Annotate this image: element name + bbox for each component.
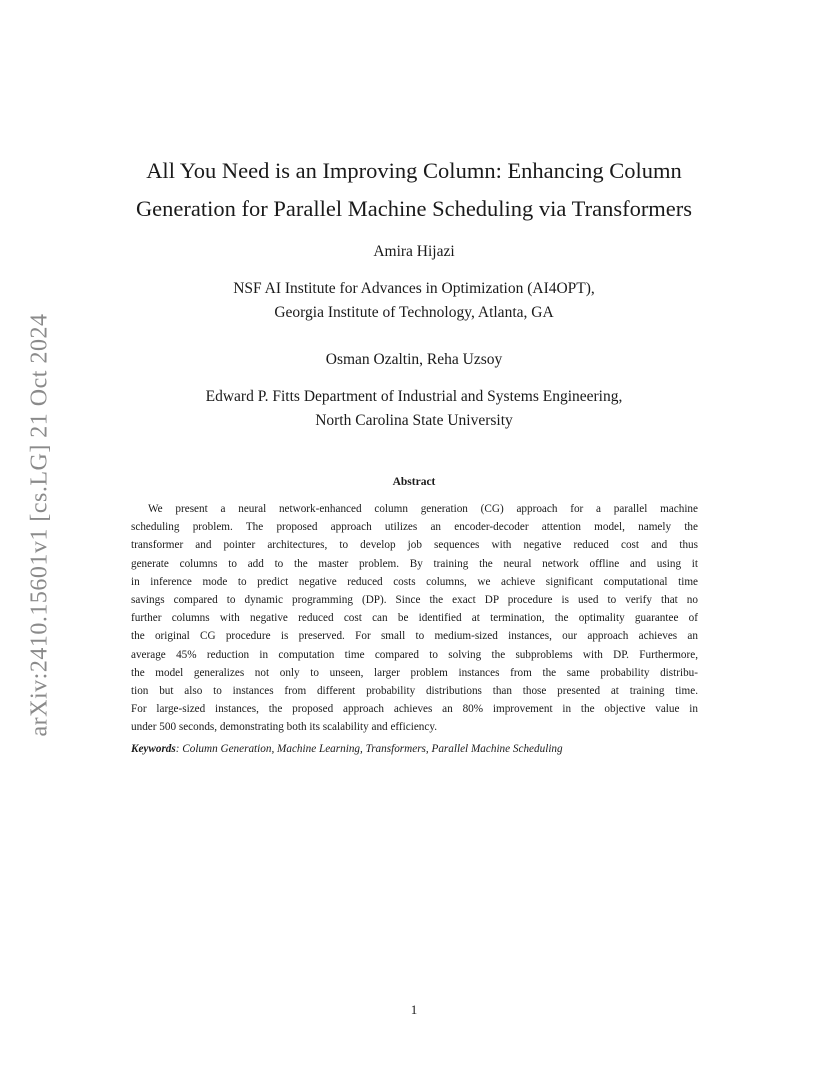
- title-line-2: Generation for Parallel Machine Scheduling via Transformers: [135, 196, 693, 221]
- abstract-line: savings compared to dynamic programming (DP). Since the exact DP procedure is used to verify that no: [131, 594, 698, 607]
- author-names-2: Osman Ozaltin, Reha Uzsoy: [325, 351, 503, 368]
- paper-title: [100, 152, 728, 228]
- affiliation-2-line-1: Edward P. Fitts Department of Industrial and Systems Engineering,: [205, 388, 623, 405]
- page-number: 1: [410, 1002, 418, 1017]
- affiliation-1-line-2: Georgia Institute of Technology, Atlanta, GA: [274, 304, 554, 321]
- abstract-line: generate columns to add to the master problem. By training the neural network offline and using it: [131, 557, 698, 570]
- abstract-line: in inference mode to predict negative reduced costs columns, we achieve significant computational time: [131, 575, 698, 588]
- affiliation-2-line-2: North Carolina State University: [315, 412, 513, 429]
- abstract-line: average 45% reduction in computation time compared to solving the subproblems with DP. Furthermore,: [131, 648, 698, 661]
- abstract-line: scheduling problem. The proposed approach utilizes an encoder-decoder attention model, namely the: [131, 521, 698, 534]
- abstract-body: [131, 500, 698, 737]
- keywords: [131, 740, 698, 758]
- abstract-heading: Abstract: [392, 476, 436, 488]
- abstract-line: tion but also to instances from different probability distributions than those presented at training time.: [131, 685, 698, 698]
- abstract-line: further columns with negative reduced cost can be identified at termination, the optimality guarantee of: [131, 612, 698, 625]
- affiliation-1: [120, 277, 708, 325]
- abstract-line: For large-sized instances, the proposed approach achieves an 80% improvement in the objective value in: [131, 703, 698, 716]
- abstract-line: the model generalizes not only to unseen, larger problem instances from the same probability distribu-: [131, 666, 698, 679]
- abstract-line: We present a neural network-enhanced column generation (CG) approach for a parallel machine: [148, 503, 698, 515]
- keywords-text: : Column Generation, Machine Learning, Transformers, Parallel Machine Scheduling: [175, 743, 563, 755]
- abstract-line: under 500 seconds, demonstrating both its scalability and efficiency.: [131, 721, 438, 734]
- title-line-1: All You Need is an Improving Column: Enhancing Column: [146, 158, 682, 183]
- abstract-line: transformer and pointer architectures, to develop job sequences with negative reduced cost and thus: [131, 539, 698, 552]
- affiliation-1-line-1: NSF AI Institute for Advances in Optimization (AI4OPT),: [233, 280, 595, 297]
- arxiv-identifier-stamp[interactable]: arXiv:2410.15601v1 [cs.LG] 21 Oct 2024: [26, 313, 53, 737]
- affiliation-2: [120, 385, 708, 433]
- abstract-line: the original CG procedure is preserved. For small to medium-sized instances, our approach achieves an: [131, 630, 698, 643]
- author-names-1: Amira Hijazi: [373, 243, 455, 260]
- keywords-label: Keywords: [131, 743, 176, 755]
